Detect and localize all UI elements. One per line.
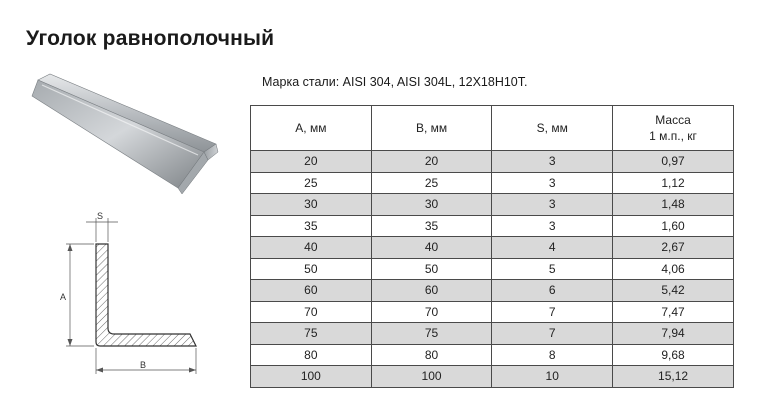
cell-s: 3: [492, 151, 613, 173]
cell-mass: 1,48: [613, 194, 734, 216]
cell-s: 5: [492, 258, 613, 280]
header-a: А, мм: [251, 106, 372, 151]
table-row: [251, 323, 734, 345]
cell-mass: 15,12: [613, 366, 734, 388]
table-row: [251, 258, 734, 280]
dim-b-label: B: [140, 360, 147, 370]
dim-s-label: S: [97, 211, 104, 221]
cell-mass: 1,12: [613, 172, 734, 194]
angle-photo: [28, 66, 224, 196]
cell-mass: 0,97: [613, 151, 734, 173]
cell-s: 3: [492, 172, 613, 194]
angle-cross-section-diagram: [50, 208, 210, 380]
cell-b: 50: [371, 258, 492, 280]
cell-b: 35: [371, 215, 492, 237]
table-row: [251, 344, 734, 366]
cell-a: 80: [251, 344, 372, 366]
steel-grade-text: Марка стали: AISI 304, AISI 304L, 12Х18Н10Т.: [262, 75, 528, 89]
cell-b: 40: [371, 237, 492, 259]
cell-s: 7: [492, 301, 613, 323]
cell-a: 20: [251, 151, 372, 173]
cell-s: 8: [492, 344, 613, 366]
cell-s: 10: [492, 366, 613, 388]
table-row: [251, 301, 734, 323]
table-row: [251, 151, 734, 173]
cell-s: 3: [492, 194, 613, 216]
header-mass-line2: 1 м.п., кг: [649, 129, 697, 143]
table-row: [251, 194, 734, 216]
cell-b: 60: [371, 280, 492, 302]
cell-mass: 1,60: [613, 215, 734, 237]
cell-s: 3: [492, 215, 613, 237]
cell-a: 70: [251, 301, 372, 323]
cell-mass: 5,42: [613, 280, 734, 302]
cell-b: 20: [371, 151, 492, 173]
dimensions-table: [250, 105, 734, 388]
cell-a: 100: [251, 366, 372, 388]
table-row: [251, 237, 734, 259]
cell-s: 6: [492, 280, 613, 302]
cell-s: 4: [492, 237, 613, 259]
dim-a-label: A: [60, 292, 67, 302]
cell-mass: 4,06: [613, 258, 734, 280]
table-row: [251, 215, 734, 237]
table-row: [251, 280, 734, 302]
cell-s: 7: [492, 323, 613, 345]
header-mass-line1: Масса: [655, 113, 691, 127]
header-s: S, мм: [492, 106, 613, 151]
cell-b: 30: [371, 194, 492, 216]
cell-mass: 2,67: [613, 237, 734, 259]
cell-b: 100: [371, 366, 492, 388]
page-title: Уголок равнополочный: [26, 27, 275, 50]
cell-b: 80: [371, 344, 492, 366]
cell-a: 35: [251, 215, 372, 237]
cell-b: 75: [371, 323, 492, 345]
table-row: [251, 172, 734, 194]
cell-mass: 9,68: [613, 344, 734, 366]
cell-a: 25: [251, 172, 372, 194]
cell-mass: 7,47: [613, 301, 734, 323]
cell-b: 25: [371, 172, 492, 194]
table-row: [251, 366, 734, 388]
header-mass: [613, 106, 734, 151]
cell-mass: 7,94: [613, 323, 734, 345]
cell-a: 50: [251, 258, 372, 280]
cell-b: 70: [371, 301, 492, 323]
cell-a: 30: [251, 194, 372, 216]
cell-a: 60: [251, 280, 372, 302]
header-b: В, мм: [371, 106, 492, 151]
cell-a: 75: [251, 323, 372, 345]
table-header-row: [251, 106, 734, 151]
cell-a: 40: [251, 237, 372, 259]
